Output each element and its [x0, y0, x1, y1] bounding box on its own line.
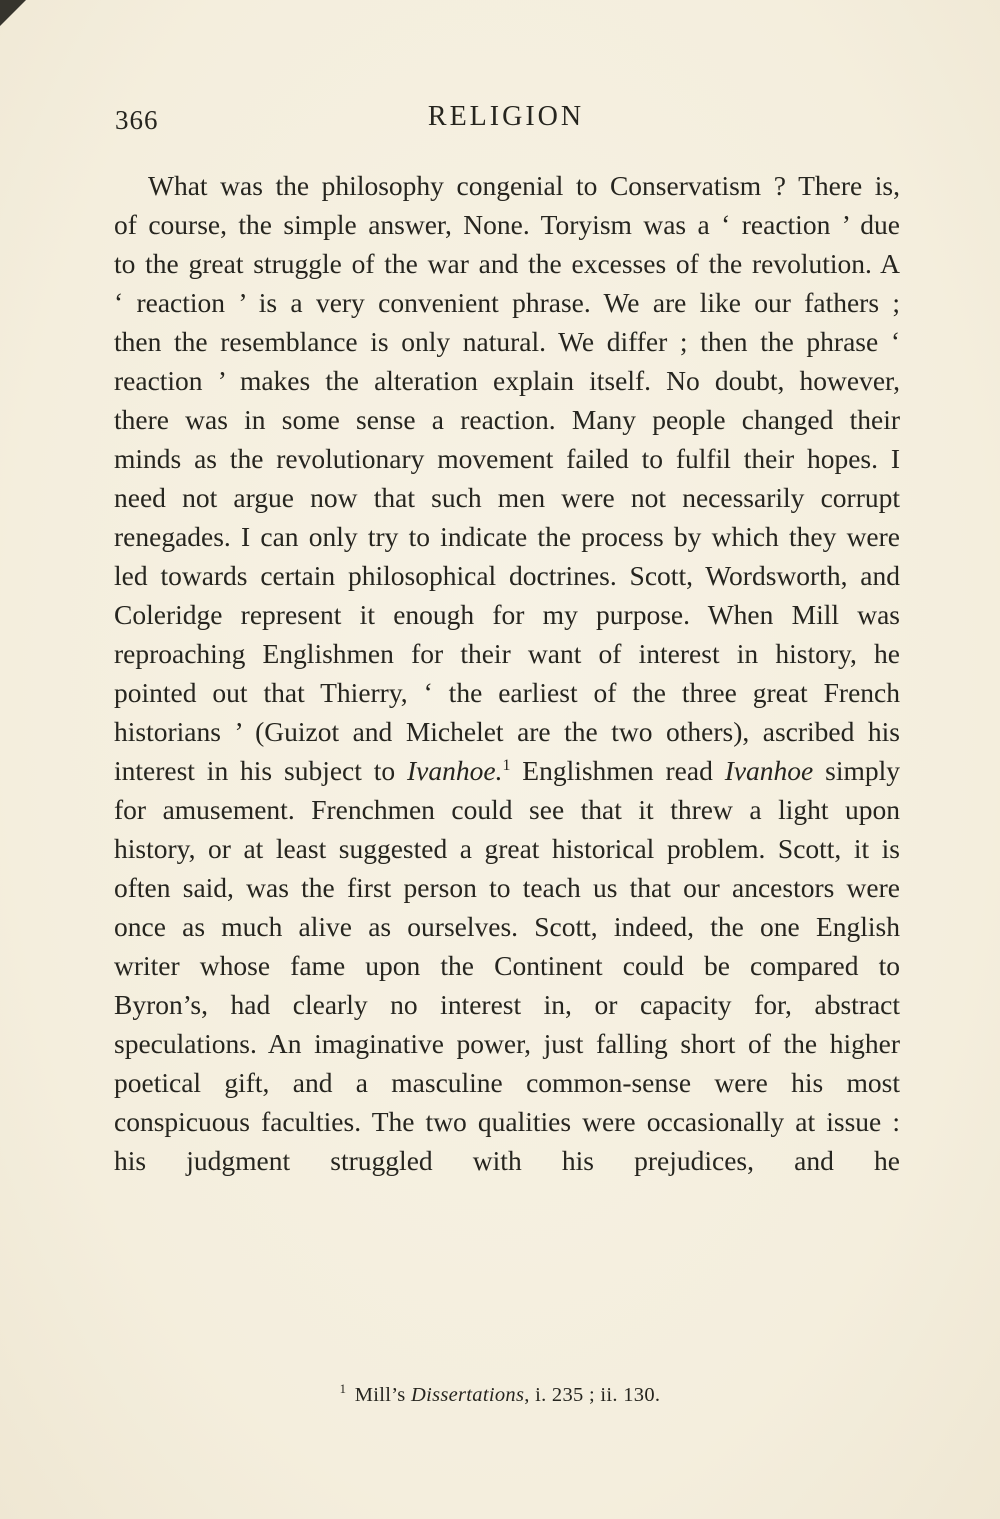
paragraph	[114, 166, 900, 1180]
footnote-text-pre: Mill’s	[349, 1384, 411, 1406]
page-number: 366	[115, 105, 159, 135]
italic-title-ivanhoe-2: Ivanhoe	[724, 755, 814, 786]
footnote	[0, 1384, 1000, 1407]
paragraph-text-1: What was the philosophy congenial to Conservatism ? There is, of course, the simple answer, None. Toryism was a ‘ reaction ’ due to the great struggle of the war and the excesses of the revolution. A ‘ reaction ’ is a very convenient phrase. We are like our fathers ; then the resemblance is only natural. We differ ; then the phrase ‘ reaction ’ makes the alteration explain itself. No doubt, however, there was in some sense a reaction. Many people changed their minds as the revolutionary movement failed to fulfil their hopes. I need not argue now that such men were not necessarily corrupt renegades. I can only try to indicate the process by which they were led towards certain philosophical doctrines. Scott, Wordsworth, and Coleridge represent it enough for my purpose. When Mill was reproaching Englishmen for their want of interest in history, he pointed out that Thierry, ‘ the earliest of the three great French historians ’ (Guizot and Michelet are the two others), ascribed his interest in his subject to	[114, 170, 900, 786]
scan-artifact-corner	[0, 0, 26, 26]
footnote-marker: 1	[339, 1382, 347, 1397]
italic-title-ivanhoe-1: Ivanhoe.	[407, 755, 503, 786]
page-header	[115, 101, 897, 143]
footnote-text-post: , i. 235 ; ii. 130.	[524, 1384, 661, 1406]
paragraph-text-3: simply for amusement. Frenchmen could see that it threw a light upon history, or at least suggested a great historical problem. Scott, it is often said, was the first person to teach us that our ancestors were once as much alive as ourselves. Scott, indeed, the one English writer whose fame upon the Continent could be compared to Byron’s, had clearly no interest in, or capacity for, abstract speculations. An imaginative power, just falling short of the higher poetical gift, and a masculine common-sense were his most conspicuous faculties. The two qualities were occasionally at issue : his judgment struggled with his prejudices, and he	[114, 755, 900, 1176]
footnote-italic-title: Dissertations	[410, 1384, 525, 1406]
running-title: RELIGION	[427, 101, 585, 132]
body-text	[114, 166, 900, 1180]
footnote-reference: 1	[502, 756, 511, 774]
paragraph-text-2: Englishmen read	[510, 755, 725, 786]
